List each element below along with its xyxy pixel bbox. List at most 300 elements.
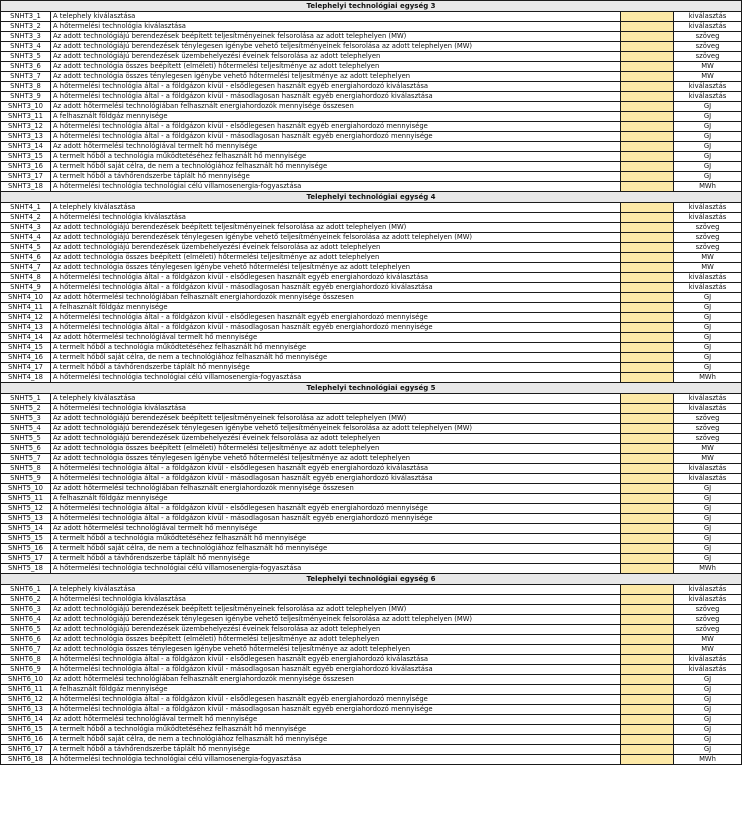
row-code: SNHT3_4 bbox=[1, 42, 51, 52]
value-input-cell[interactable] bbox=[621, 625, 674, 635]
row-code: SNHT4_3 bbox=[1, 223, 51, 233]
table-row bbox=[1, 635, 742, 645]
table-row bbox=[1, 665, 742, 675]
table-row bbox=[1, 152, 742, 162]
row-description: Az adott technológia összes ténylegesen igénybe vehető hőtermelési teljesítménye az adott telephelyen bbox=[51, 72, 621, 82]
row-code: SNHT4_1 bbox=[1, 203, 51, 213]
row-unit: kiválasztás bbox=[674, 404, 742, 414]
row-description: A hőtermelési technológia által - a földgázon kívül - elsődlegesen használt egyéb energiahordozó kiválasztása bbox=[51, 82, 621, 92]
row-unit: MW bbox=[674, 444, 742, 454]
row-description: Az adott technológia összes ténylegesen igénybe vehető hőtermelési teljesítménye az adott telephelyen bbox=[51, 454, 621, 464]
row-unit: GJ bbox=[674, 162, 742, 172]
table-row bbox=[1, 323, 742, 333]
row-unit: MW bbox=[674, 62, 742, 72]
row-unit: GJ bbox=[674, 323, 742, 333]
row-unit: GJ bbox=[674, 524, 742, 534]
row-description: A hőtermelési technológia által - a földgázon kívül - elsődlegesen használt egyéb energiahordozó mennyisége bbox=[51, 504, 621, 514]
row-code: SNHT3_8 bbox=[1, 82, 51, 92]
table-row bbox=[1, 203, 742, 213]
row-code: SNHT6_11 bbox=[1, 685, 51, 695]
row-code: SNHT3_9 bbox=[1, 92, 51, 102]
row-unit: kiválasztás bbox=[674, 474, 742, 484]
value-input-cell[interactable] bbox=[621, 142, 674, 152]
value-input-cell[interactable] bbox=[621, 293, 674, 303]
row-description: A felhasznált földgáz mennyisége bbox=[51, 112, 621, 122]
row-unit: GJ bbox=[674, 172, 742, 182]
row-unit: GJ bbox=[674, 685, 742, 695]
table-row bbox=[1, 273, 742, 283]
value-input-cell[interactable] bbox=[621, 635, 674, 645]
table-row bbox=[1, 504, 742, 514]
row-unit: GJ bbox=[674, 363, 742, 373]
row-description: A termelt hőből saját célra, de nem a technológiához felhasznált hő mennyisége bbox=[51, 162, 621, 172]
table-row bbox=[1, 293, 742, 303]
row-description: A termelt hőből saját célra, de nem a technológiához felhasznált hő mennyisége bbox=[51, 735, 621, 745]
table-row bbox=[1, 142, 742, 152]
row-unit: GJ bbox=[674, 514, 742, 524]
row-description: A termelt hőből a technológia működtetéséhez felhasznált hő mennyisége bbox=[51, 152, 621, 162]
section-title: Telephelyi technológiai egység 6 bbox=[1, 574, 742, 585]
table-row bbox=[1, 605, 742, 615]
row-unit: kiválasztás bbox=[674, 92, 742, 102]
row-unit: GJ bbox=[674, 494, 742, 504]
row-unit: MW bbox=[674, 263, 742, 273]
value-input-cell[interactable] bbox=[621, 444, 674, 454]
value-input-cell[interactable] bbox=[621, 675, 674, 685]
row-description: Az adott technológiájú berendezések ténylegesen igénybe vehető teljesítményeinek felsorolása az adott telephelyen (MW) bbox=[51, 42, 621, 52]
row-code: SNHT6_17 bbox=[1, 745, 51, 755]
table-row bbox=[1, 725, 742, 735]
row-description: A felhasznált földgáz mennyisége bbox=[51, 685, 621, 695]
table-row bbox=[1, 595, 742, 605]
row-unit: GJ bbox=[674, 484, 742, 494]
row-unit: kiválasztás bbox=[674, 595, 742, 605]
row-code: SNHT6_2 bbox=[1, 595, 51, 605]
value-input-cell[interactable] bbox=[621, 695, 674, 705]
value-input-cell[interactable] bbox=[621, 645, 674, 655]
row-code: SNHT3_13 bbox=[1, 132, 51, 142]
value-input-cell[interactable] bbox=[621, 42, 674, 52]
row-unit: MW bbox=[674, 253, 742, 263]
row-description: Az adott technológiájú berendezések beépített teljesítményeinek felsorolása az adott telephelyen (MW) bbox=[51, 605, 621, 615]
value-input-cell[interactable] bbox=[621, 233, 674, 243]
value-input-cell[interactable] bbox=[621, 172, 674, 182]
value-input-cell[interactable] bbox=[621, 484, 674, 494]
table-row bbox=[1, 554, 742, 564]
row-description: A telephely kiválasztása bbox=[51, 12, 621, 22]
row-code: SNHT3_15 bbox=[1, 152, 51, 162]
row-unit: kiválasztás bbox=[674, 213, 742, 223]
value-input-cell[interactable] bbox=[621, 655, 674, 665]
row-code: SNHT3_3 bbox=[1, 32, 51, 42]
table-row bbox=[1, 394, 742, 404]
table-row bbox=[1, 72, 742, 82]
row-code: SNHT5_15 bbox=[1, 534, 51, 544]
row-unit: kiválasztás bbox=[674, 585, 742, 595]
row-description: Az adott hőtermelési technológiával termelt hő mennyisége bbox=[51, 333, 621, 343]
value-input-cell[interactable] bbox=[621, 414, 674, 424]
value-input-cell[interactable] bbox=[621, 373, 674, 383]
row-code: SNHT3_16 bbox=[1, 162, 51, 172]
row-code: SNHT6_15 bbox=[1, 725, 51, 735]
table-row bbox=[1, 162, 742, 172]
row-code: SNHT5_12 bbox=[1, 504, 51, 514]
row-code: SNHT3_5 bbox=[1, 52, 51, 62]
row-code: SNHT6_16 bbox=[1, 735, 51, 745]
value-input-cell[interactable] bbox=[621, 564, 674, 574]
section-title: Telephelyi technológiai egység 4 bbox=[1, 192, 742, 203]
table-row bbox=[1, 223, 742, 233]
table-row bbox=[1, 42, 742, 52]
row-code: SNHT3_12 bbox=[1, 122, 51, 132]
row-description: A hőtermelési technológia által - a földgázon kívül - elsődlegesen használt egyéb energiahordozó mennyisége bbox=[51, 695, 621, 705]
value-input-cell[interactable] bbox=[621, 534, 674, 544]
table-row bbox=[1, 685, 742, 695]
table-row bbox=[1, 243, 742, 253]
value-input-cell[interactable] bbox=[621, 434, 674, 444]
table-row bbox=[1, 735, 742, 745]
value-input-cell[interactable] bbox=[621, 213, 674, 223]
row-unit: GJ bbox=[674, 725, 742, 735]
row-description: A hőtermelési technológia által - a földgázon kívül - másodlagosan használt egyéb energiahordozó mennyisége bbox=[51, 323, 621, 333]
row-unit: MWh bbox=[674, 564, 742, 574]
row-description: A termelt hőből a távhőrendszerbe táplált hő mennyisége bbox=[51, 745, 621, 755]
row-unit: GJ bbox=[674, 534, 742, 544]
row-unit: szöveg bbox=[674, 42, 742, 52]
row-description: A hőtermelési technológia technológiai célú villamosenergia-fogyasztása bbox=[51, 755, 621, 765]
table-row bbox=[1, 32, 742, 42]
row-description: Az adott technológiájú berendezések ténylegesen igénybe vehető teljesítményeinek felsorolása az adott telephelyen (MW) bbox=[51, 424, 621, 434]
row-code: SNHT5_16 bbox=[1, 544, 51, 554]
table-row bbox=[1, 615, 742, 625]
row-description: Az adott hőtermelési technológiával termelt hő mennyisége bbox=[51, 524, 621, 534]
table-row bbox=[1, 645, 742, 655]
row-code: SNHT6_13 bbox=[1, 705, 51, 715]
value-input-cell[interactable] bbox=[621, 745, 674, 755]
value-input-cell[interactable] bbox=[621, 102, 674, 112]
row-code: SNHT4_17 bbox=[1, 363, 51, 373]
table-row bbox=[1, 695, 742, 705]
row-code: SNHT5_4 bbox=[1, 424, 51, 434]
table-row bbox=[1, 544, 742, 554]
value-input-cell[interactable] bbox=[621, 353, 674, 363]
table-row bbox=[1, 414, 742, 424]
table-row bbox=[1, 434, 742, 444]
table-row bbox=[1, 182, 742, 192]
table-row bbox=[1, 474, 742, 484]
row-code: SNHT6_1 bbox=[1, 585, 51, 595]
row-description: A hőtermelési technológia technológiai célú villamosenergia-fogyasztása bbox=[51, 564, 621, 574]
value-input-cell[interactable] bbox=[621, 615, 674, 625]
row-code: SNHT4_7 bbox=[1, 263, 51, 273]
row-description: Az adott hőtermelési technológiával termelt hő mennyisége bbox=[51, 715, 621, 725]
row-description: A hőtermelési technológia kiválasztása bbox=[51, 595, 621, 605]
table-row bbox=[1, 745, 742, 755]
row-code: SNHT5_18 bbox=[1, 564, 51, 574]
row-description: Az adott technológiájú berendezések üzembehelyezési éveinek felsorolása az adott telephelyen bbox=[51, 434, 621, 444]
row-unit: GJ bbox=[674, 745, 742, 755]
row-unit: GJ bbox=[674, 333, 742, 343]
row-code: SNHT3_18 bbox=[1, 182, 51, 192]
row-code: SNHT6_12 bbox=[1, 695, 51, 705]
row-unit: kiválasztás bbox=[674, 394, 742, 404]
row-unit: GJ bbox=[674, 554, 742, 564]
value-input-cell[interactable] bbox=[621, 394, 674, 404]
table-row bbox=[1, 534, 742, 544]
row-code: SNHT4_5 bbox=[1, 243, 51, 253]
row-description: A hőtermelési technológia által - a földgázon kívül - elsődlegesen használt egyéb energiahordozó kiválasztása bbox=[51, 273, 621, 283]
value-input-cell[interactable] bbox=[621, 585, 674, 595]
value-input-cell[interactable] bbox=[621, 162, 674, 172]
row-code: SNHT4_13 bbox=[1, 323, 51, 333]
value-input-cell[interactable] bbox=[621, 152, 674, 162]
row-unit: GJ bbox=[674, 544, 742, 554]
value-input-cell[interactable] bbox=[621, 735, 674, 745]
row-code: SNHT3_11 bbox=[1, 112, 51, 122]
value-input-cell[interactable] bbox=[621, 92, 674, 102]
row-unit: GJ bbox=[674, 293, 742, 303]
row-unit: GJ bbox=[674, 353, 742, 363]
row-description: A felhasznált földgáz mennyisége bbox=[51, 494, 621, 504]
row-code: SNHT4_16 bbox=[1, 353, 51, 363]
section-title: Telephelyi technológiai egység 5 bbox=[1, 383, 742, 394]
row-description: A telephely kiválasztása bbox=[51, 203, 621, 213]
value-input-cell[interactable] bbox=[621, 323, 674, 333]
row-code: SNHT4_9 bbox=[1, 283, 51, 293]
row-code: SNHT5_7 bbox=[1, 454, 51, 464]
row-description: A hőtermelési technológia kiválasztása bbox=[51, 404, 621, 414]
table-row bbox=[1, 102, 742, 112]
value-input-cell[interactable] bbox=[621, 182, 674, 192]
row-unit: szöveg bbox=[674, 32, 742, 42]
value-input-cell[interactable] bbox=[621, 333, 674, 343]
row-description: Az adott technológiájú berendezések üzembehelyezési éveinek felsorolása az adott telephelyen bbox=[51, 625, 621, 635]
row-unit: szöveg bbox=[674, 243, 742, 253]
value-input-cell[interactable] bbox=[621, 52, 674, 62]
value-input-cell[interactable] bbox=[621, 122, 674, 132]
row-code: SNHT3_2 bbox=[1, 22, 51, 32]
row-description: Az adott hőtermelési technológiában felhasznált energiahordozók mennyisége összesen bbox=[51, 675, 621, 685]
row-unit: MWh bbox=[674, 755, 742, 765]
row-description: A termelt hőből a távhőrendszerbe táplált hő mennyisége bbox=[51, 172, 621, 182]
row-unit: kiválasztás bbox=[674, 12, 742, 22]
row-unit: MW bbox=[674, 454, 742, 464]
row-description: A hőtermelési technológia kiválasztása bbox=[51, 22, 621, 32]
row-description: Az adott hőtermelési technológiában felhasznált energiahordozók mennyisége összesen bbox=[51, 293, 621, 303]
row-unit: szöveg bbox=[674, 424, 742, 434]
row-description: Az adott technológiájú berendezések üzembehelyezési éveinek felsorolása az adott telephelyen bbox=[51, 243, 621, 253]
row-description: A hőtermelési technológia technológiai célú villamosenergia-fogyasztása bbox=[51, 373, 621, 383]
row-description: Az adott hőtermelési technológiával termelt hő mennyisége bbox=[51, 142, 621, 152]
table-row bbox=[1, 675, 742, 685]
row-description: A hőtermelési technológia által - a földgázon kívül - másodlagosan használt egyéb energiahordozó kiválasztása bbox=[51, 283, 621, 293]
table-row bbox=[1, 705, 742, 715]
row-description: Az adott technológiájú berendezések beépített teljesítményeinek felsorolása az adott telephelyen (MW) bbox=[51, 414, 621, 424]
row-description: Az adott technológiájú berendezések ténylegesen igénybe vehető teljesítményeinek felsorolása az adott telephelyen (MW) bbox=[51, 233, 621, 243]
value-input-cell[interactable] bbox=[621, 705, 674, 715]
row-unit: GJ bbox=[674, 122, 742, 132]
row-unit: MW bbox=[674, 72, 742, 82]
row-code: SNHT3_6 bbox=[1, 62, 51, 72]
table-row bbox=[1, 454, 742, 464]
row-description: A felhasznált földgáz mennyisége bbox=[51, 303, 621, 313]
value-input-cell[interactable] bbox=[621, 665, 674, 675]
value-input-cell[interactable] bbox=[621, 12, 674, 22]
row-description: Az adott technológiájú berendezések ténylegesen igénybe vehető teljesítményeinek felsorolása az adott telephelyen (MW) bbox=[51, 615, 621, 625]
row-code: SNHT5_17 bbox=[1, 554, 51, 564]
row-unit: GJ bbox=[674, 142, 742, 152]
row-code: SNHT4_10 bbox=[1, 293, 51, 303]
value-input-cell[interactable] bbox=[621, 273, 674, 283]
row-code: SNHT5_2 bbox=[1, 404, 51, 414]
row-code: SNHT4_2 bbox=[1, 213, 51, 223]
value-input-cell[interactable] bbox=[621, 313, 674, 323]
value-input-cell[interactable] bbox=[621, 474, 674, 484]
table-row bbox=[1, 363, 742, 373]
value-input-cell[interactable] bbox=[621, 494, 674, 504]
row-description: Az adott technológia összes beépített (elméleti) hőtermelési teljesítménye az adott telephelyen bbox=[51, 62, 621, 72]
row-description: A hőtermelési technológia által - a földgázon kívül - másodlagosan használt egyéb energiahordozó mennyisége bbox=[51, 132, 621, 142]
row-code: SNHT3_10 bbox=[1, 102, 51, 112]
value-input-cell[interactable] bbox=[621, 72, 674, 82]
table-row bbox=[1, 172, 742, 182]
row-unit: szöveg bbox=[674, 625, 742, 635]
table-row bbox=[1, 755, 742, 765]
row-description: A hőtermelési technológia által - a földgázon kívül - elsődlegesen használt egyéb energiahordozó kiválasztása bbox=[51, 464, 621, 474]
table-row bbox=[1, 424, 742, 434]
row-code: SNHT3_14 bbox=[1, 142, 51, 152]
value-input-cell[interactable] bbox=[621, 715, 674, 725]
table-row bbox=[1, 52, 742, 62]
value-input-cell[interactable] bbox=[621, 112, 674, 122]
row-description: Az adott technológiájú berendezések üzembehelyezési éveinek felsorolása az adott telephelyen bbox=[51, 52, 621, 62]
row-code: SNHT6_3 bbox=[1, 605, 51, 615]
row-unit: GJ bbox=[674, 303, 742, 313]
value-input-cell[interactable] bbox=[621, 303, 674, 313]
value-input-cell[interactable] bbox=[621, 203, 674, 213]
table-row bbox=[1, 213, 742, 223]
table-row bbox=[1, 333, 742, 343]
row-description: A termelt hőből saját célra, de nem a technológiához felhasznált hő mennyisége bbox=[51, 353, 621, 363]
section-title: Telephelyi technológiai egység 3 bbox=[1, 1, 742, 12]
table-row bbox=[1, 373, 742, 383]
value-input-cell[interactable] bbox=[621, 32, 674, 42]
table-row bbox=[1, 564, 742, 574]
table-row bbox=[1, 353, 742, 363]
row-description: A termelt hőből a távhőrendszerbe táplált hő mennyisége bbox=[51, 554, 621, 564]
row-code: SNHT5_3 bbox=[1, 414, 51, 424]
value-input-cell[interactable] bbox=[621, 725, 674, 735]
value-input-cell[interactable] bbox=[621, 504, 674, 514]
table-row bbox=[1, 112, 742, 122]
row-code: SNHT6_10 bbox=[1, 675, 51, 685]
row-unit: GJ bbox=[674, 152, 742, 162]
row-unit: MWh bbox=[674, 373, 742, 383]
row-unit: GJ bbox=[674, 695, 742, 705]
value-input-cell[interactable] bbox=[621, 263, 674, 273]
row-code: SNHT6_5 bbox=[1, 625, 51, 635]
row-code: SNHT5_10 bbox=[1, 484, 51, 494]
row-description: A hőtermelési technológia kiválasztása bbox=[51, 213, 621, 223]
row-unit: MW bbox=[674, 635, 742, 645]
value-input-cell[interactable] bbox=[621, 82, 674, 92]
row-code: SNHT5_5 bbox=[1, 434, 51, 444]
row-description: A hőtermelési technológia által - a földgázon kívül - másodlagosan használt egyéb energiahordozó mennyisége bbox=[51, 705, 621, 715]
table-row bbox=[1, 82, 742, 92]
value-input-cell[interactable] bbox=[621, 685, 674, 695]
value-input-cell[interactable] bbox=[621, 424, 674, 434]
row-description: Az adott hőtermelési technológiában felhasznált energiahordozók mennyisége összesen bbox=[51, 102, 621, 112]
row-description: Az adott technológiájú berendezések beépített teljesítményeinek felsorolása az adott telephelyen (MW) bbox=[51, 32, 621, 42]
value-input-cell[interactable] bbox=[621, 243, 674, 253]
row-description: A telephely kiválasztása bbox=[51, 585, 621, 595]
value-input-cell[interactable] bbox=[621, 363, 674, 373]
value-input-cell[interactable] bbox=[621, 132, 674, 142]
row-code: SNHT5_9 bbox=[1, 474, 51, 484]
row-code: SNHT3_1 bbox=[1, 12, 51, 22]
row-description: A telephely kiválasztása bbox=[51, 394, 621, 404]
value-input-cell[interactable] bbox=[621, 343, 674, 353]
value-input-cell[interactable] bbox=[621, 253, 674, 263]
row-unit: kiválasztás bbox=[674, 203, 742, 213]
value-input-cell[interactable] bbox=[621, 544, 674, 554]
value-input-cell[interactable] bbox=[621, 22, 674, 32]
value-input-cell[interactable] bbox=[621, 404, 674, 414]
row-description: Az adott technológia összes ténylegesen igénybe vehető hőtermelési teljesítménye az adott telephelyen bbox=[51, 263, 621, 273]
value-input-cell[interactable] bbox=[621, 595, 674, 605]
table-row bbox=[1, 404, 742, 414]
row-unit: GJ bbox=[674, 313, 742, 323]
table-row bbox=[1, 484, 742, 494]
table-row bbox=[1, 464, 742, 474]
table-row bbox=[1, 22, 742, 32]
table-row bbox=[1, 625, 742, 635]
value-input-cell[interactable] bbox=[621, 514, 674, 524]
table-body bbox=[1, 1, 742, 765]
row-description: A hőtermelési technológia által - a földgázon kívül - másodlagosan használt egyéb energiahordozó kiválasztása bbox=[51, 474, 621, 484]
row-unit: szöveg bbox=[674, 615, 742, 625]
row-code: SNHT4_12 bbox=[1, 313, 51, 323]
value-input-cell[interactable] bbox=[621, 755, 674, 765]
value-input-cell[interactable] bbox=[621, 283, 674, 293]
row-code: SNHT4_6 bbox=[1, 253, 51, 263]
table-row bbox=[1, 253, 742, 263]
value-input-cell[interactable] bbox=[621, 605, 674, 615]
section-header-row bbox=[1, 383, 742, 394]
row-description: A termelt hőből a technológia működtetéséhez felhasznált hő mennyisége bbox=[51, 534, 621, 544]
value-input-cell[interactable] bbox=[621, 464, 674, 474]
row-code: SNHT5_14 bbox=[1, 524, 51, 534]
row-unit: kiválasztás bbox=[674, 283, 742, 293]
table-row bbox=[1, 343, 742, 353]
value-input-cell[interactable] bbox=[621, 554, 674, 564]
row-code: SNHT5_11 bbox=[1, 494, 51, 504]
value-input-cell[interactable] bbox=[621, 524, 674, 534]
section-header-row bbox=[1, 192, 742, 203]
row-unit: kiválasztás bbox=[674, 464, 742, 474]
row-code: SNHT3_7 bbox=[1, 72, 51, 82]
value-input-cell[interactable] bbox=[621, 454, 674, 464]
row-unit: GJ bbox=[674, 102, 742, 112]
row-unit: GJ bbox=[674, 735, 742, 745]
row-unit: GJ bbox=[674, 132, 742, 142]
row-code: SNHT4_14 bbox=[1, 333, 51, 343]
row-code: SNHT5_1 bbox=[1, 394, 51, 404]
value-input-cell[interactable] bbox=[621, 223, 674, 233]
row-unit: szöveg bbox=[674, 52, 742, 62]
table-row bbox=[1, 715, 742, 725]
value-input-cell[interactable] bbox=[621, 62, 674, 72]
